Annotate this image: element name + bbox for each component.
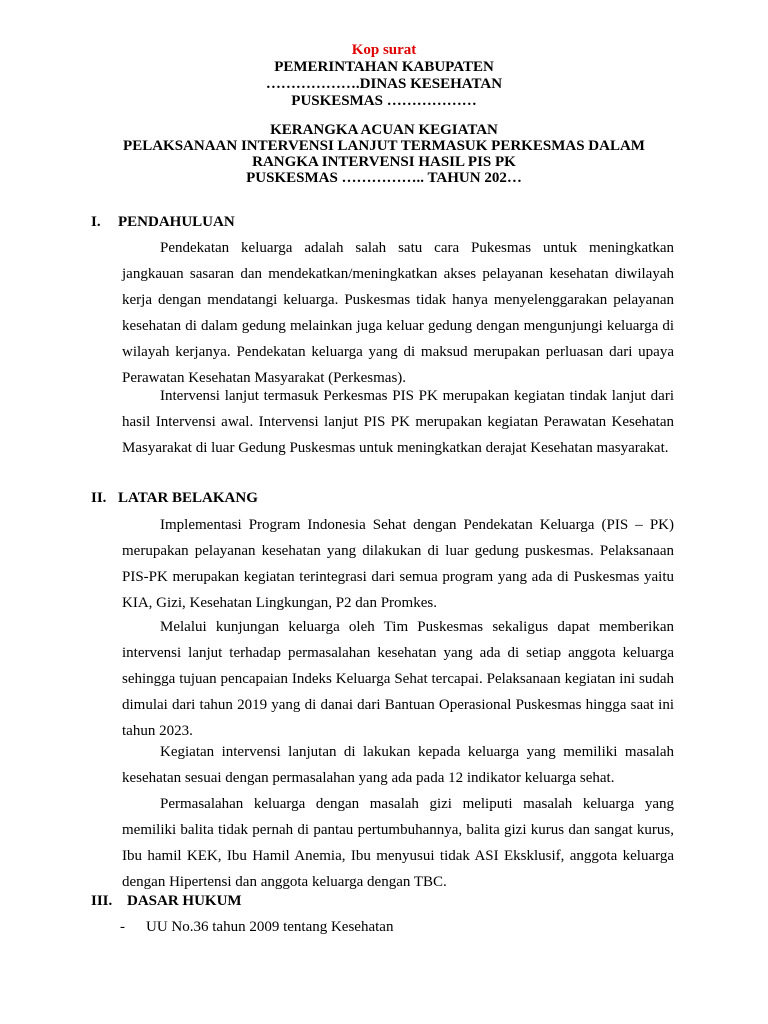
section-number: III. — [91, 893, 113, 909]
paragraph: Intervensi lanjut termasuk Perkesmas PIS PK merupakan kegiatan tindak lanjut dari hasil Intervensi awal. Intervensi lanjut PIS PK merupakan kegiatan Perawatan Kesehatan Masyarakat di luar Gedung Puskesmas untuk meningkatkan derajat Kesehatan masyarakat. — [122, 388, 674, 456]
list-item — [120, 919, 393, 936]
paragraph: Pendekatan keluarga adalah salah satu cara Pukesmas untuk meningkatkan jangkauan sasaran dan mendekatkan/meningkatkan akses pelayanan kesehatan diwilayah kerja dengan mendatangi keluarga. Puskesmas tidak hanya menyelenggarakan pelayanan kesehatan di dalam gedung melainkan juga keluar gedung dengan mengunjungi keluarga di wilayah kerjanya. Pendekatan keluarga yang di maksud merupakan perluasan dari upaya Perawatan Kesehatan Masyarakat (Perkesmas). — [122, 240, 674, 386]
document-title — [0, 122, 768, 186]
paragraph: Permasalahan keluarga dengan masalah gizi meliputi masalah keluarga yang memiliki balita tidak pernah di pantau pertumbuhannya, balita gizi kurus dan sangat kurus, Ibu hamil KEK, Ibu Hamil Anemia, Ibu menyusui tidak ASI Eksklusif, anggota keluarga dengan Hipertensi dan anggota keluarga dengan TBC. — [122, 796, 674, 890]
title-line-1: KERANGKA ACUAN KEGIATAN — [270, 122, 498, 138]
paragraph: Implementasi Program Indonesia Sehat dengan Pendekatan Keluarga (PIS – PK) merupakan pelayanan kesehatan yang dilakukan di luar gedung puskesmas. Pelaksanaan PIS-PK merupakan kegiatan terintegrasi dari semua program yang ada di Puskesmas yaitu KIA, Gizi, Kesehatan Lingkungan, P2 dan Promkes. — [122, 517, 674, 611]
section-number: I. — [91, 214, 101, 230]
section-number: II. — [91, 490, 107, 506]
section-heading-pendahuluan — [91, 214, 235, 231]
letterhead-department: ……………….DINAS KESEHATAN — [265, 76, 503, 92]
letterhead-placeholder: Kop surat — [351, 42, 417, 58]
title-line-3: RANGKA INTERVENSI HASIL PIS PK — [252, 154, 516, 170]
section-title: LATAR BELAKANG — [118, 490, 258, 506]
section-heading-latar-belakang — [91, 490, 258, 507]
section-heading-dasar-hukum — [91, 893, 242, 910]
letterhead-government: PEMERINTAHAN KABUPATEN — [274, 59, 494, 75]
title-line-4: PUSKESMAS …………….. TAHUN 202… — [246, 170, 522, 186]
title-line-2: PELAKSANAAN INTERVENSI LANJUT TERMASUK PERKESMAS DALAM — [123, 138, 645, 154]
letterhead — [0, 42, 768, 110]
paragraph: Kegiatan intervensi lanjutan di lakukan kepada keluarga yang memiliki masalah kesehatan sesuai dengan permasalahan yang ada pada 12 indikator keluarga sehat. — [122, 744, 674, 786]
list-item-text: UU No.36 tahun 2009 tentang Kesehatan — [146, 919, 394, 935]
section-title: DASAR HUKUM — [127, 893, 242, 909]
section-title: PENDAHULUAN — [118, 214, 235, 230]
bullet-dash: - — [120, 919, 125, 935]
letterhead-puskesmas: PUSKESMAS ……………… — [291, 93, 477, 109]
paragraph: Melalui kunjungan keluarga oleh Tim Puskesmas sekaligus dapat memberikan intervensi lanjut terhadap permasalahan kesehatan yang ada di setiap anggota keluarga sehingga tujuan pencapaian Indeks Keluarga Sehat tercapai. Pelaksanaan kegiatan ini sudah dimulai dari tahun 2019 yang di danai dari Bantuan Operasional Puskesmas hingga saat ini tahun 2023. — [122, 619, 674, 739]
